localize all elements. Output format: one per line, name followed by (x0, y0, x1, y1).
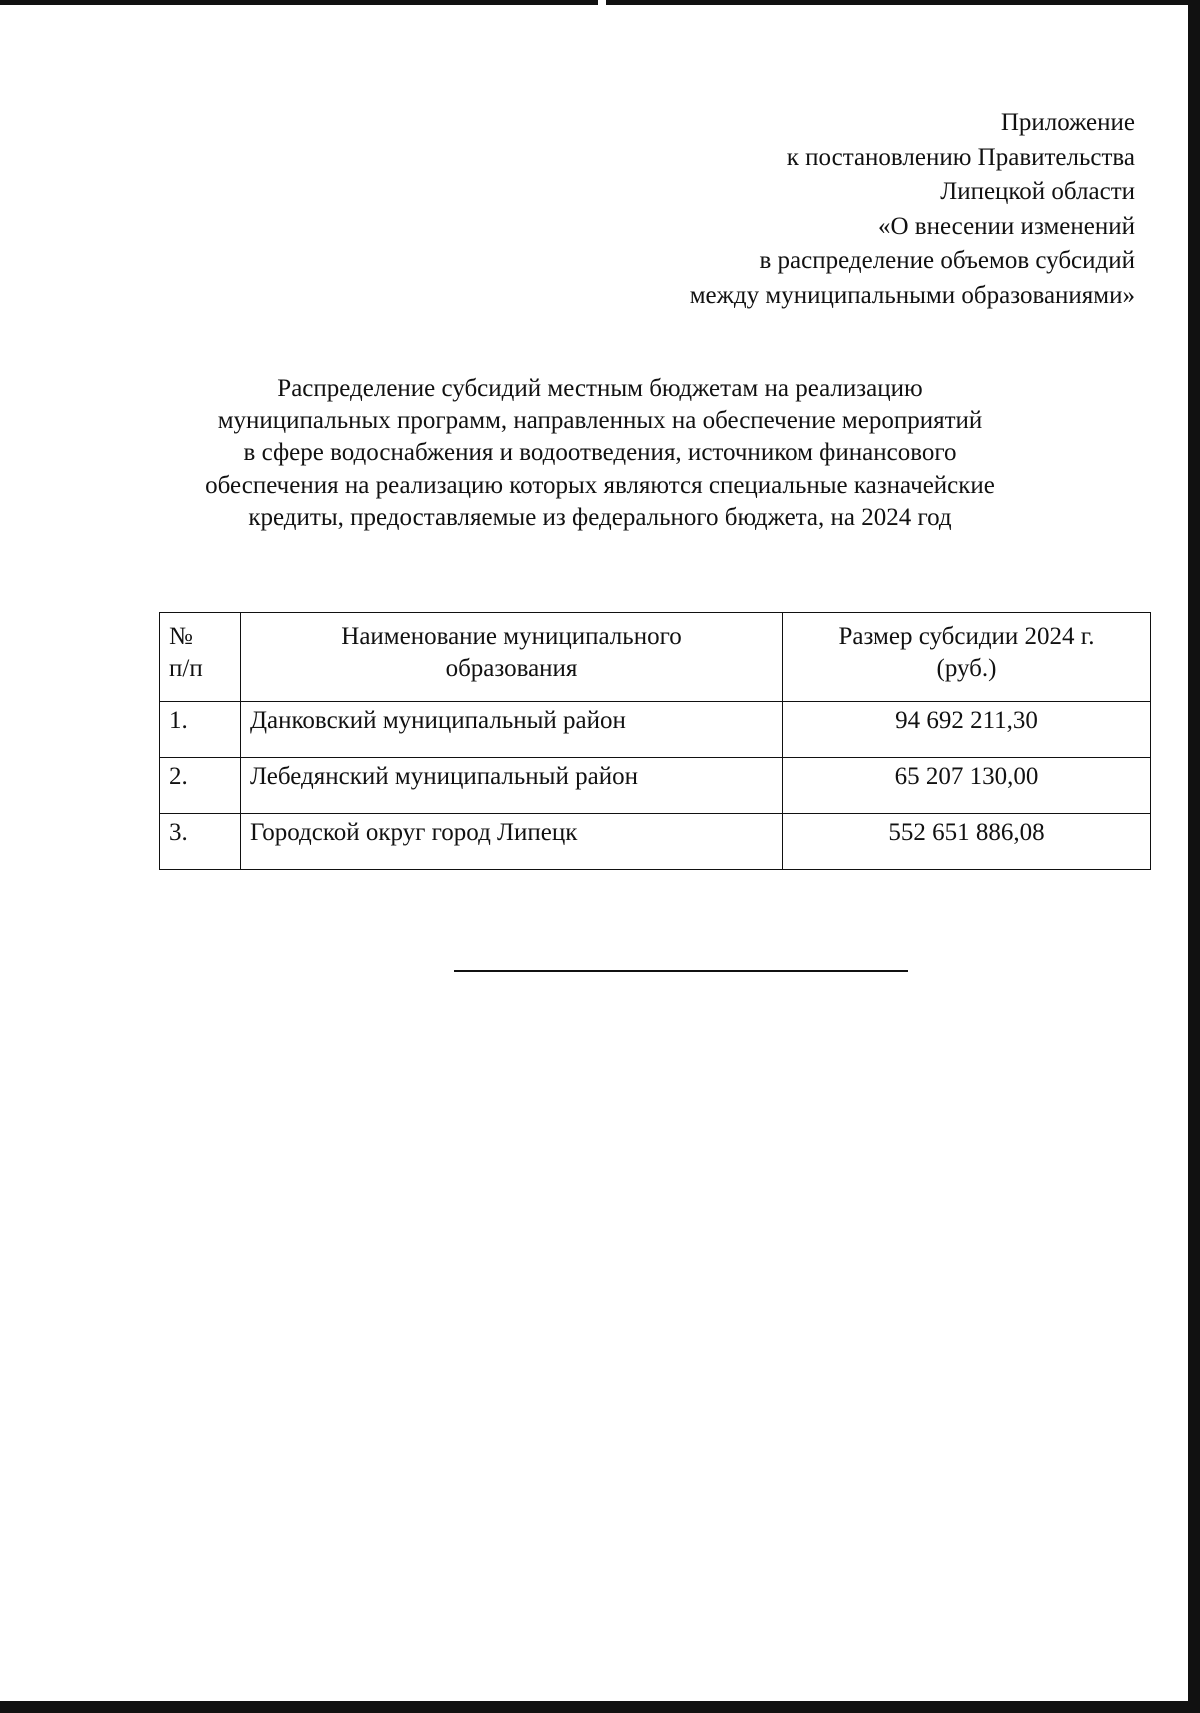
header-number-line2: п/п (169, 655, 203, 682)
title-line: Распределение субсидий местным бюджетам на реализацию (277, 375, 923, 402)
row-municipality: Городской округ город Липецк (241, 814, 783, 870)
header-amount-line1: Размер субсидии 2024 г. (838, 623, 1095, 650)
header-municipality-line1: Наименование муниципального (341, 623, 682, 650)
annex-line: в распределение объемов субсидий (759, 247, 1135, 274)
scan-border-bottom (0, 1701, 1200, 1713)
row-number: 3. (160, 814, 241, 870)
row-municipality: Лебедянский муниципальный район (241, 758, 783, 814)
annex-line: между муниципальными образованиями» (689, 281, 1135, 309)
scan-border-top-left (0, 0, 598, 5)
header-number-line1: № (169, 623, 193, 650)
subsidy-table (159, 612, 1151, 870)
row-amount: 94 692 211,30 (783, 702, 1151, 758)
row-number: 1. (160, 702, 241, 758)
header-municipality (241, 613, 783, 702)
table-row (160, 702, 1151, 758)
title-line: муниципальных программ, направленных на обеспечение мероприятий (217, 407, 983, 435)
scan-border-top-right (606, 0, 1188, 5)
title-line: кредиты, предоставляемые из федерального бюджета, на 2024 год (248, 503, 952, 531)
table-row (160, 758, 1151, 814)
header-amount-line2: (руб.) (936, 655, 997, 682)
annex-line: к постановлению Правительства (786, 143, 1135, 171)
annex-header (690, 106, 1135, 313)
row-amount: 65 207 130,00 (783, 758, 1151, 814)
annex-line: Липецкой области (940, 178, 1135, 205)
row-amount: 552 651 886,08 (783, 814, 1151, 870)
row-municipality: Данковский муниципальный район (241, 702, 783, 758)
document-end-rule (454, 970, 908, 972)
annex-line: Приложение (1000, 109, 1135, 136)
table-row (160, 814, 1151, 870)
row-number: 2. (160, 758, 241, 814)
header-municipality-line2: образования (445, 655, 578, 682)
header-number (160, 613, 241, 702)
annex-line: «О внесении изменений (877, 212, 1135, 240)
header-amount (783, 613, 1151, 702)
document-title (150, 373, 1050, 534)
scan-border-right (1188, 0, 1200, 1713)
title-line: в сфере водоснабжения и водоотведения, источником финансового (243, 439, 957, 467)
table-header-row (160, 613, 1151, 702)
title-line: обеспечения на реализацию которых являются специальные казначейские (205, 471, 995, 499)
